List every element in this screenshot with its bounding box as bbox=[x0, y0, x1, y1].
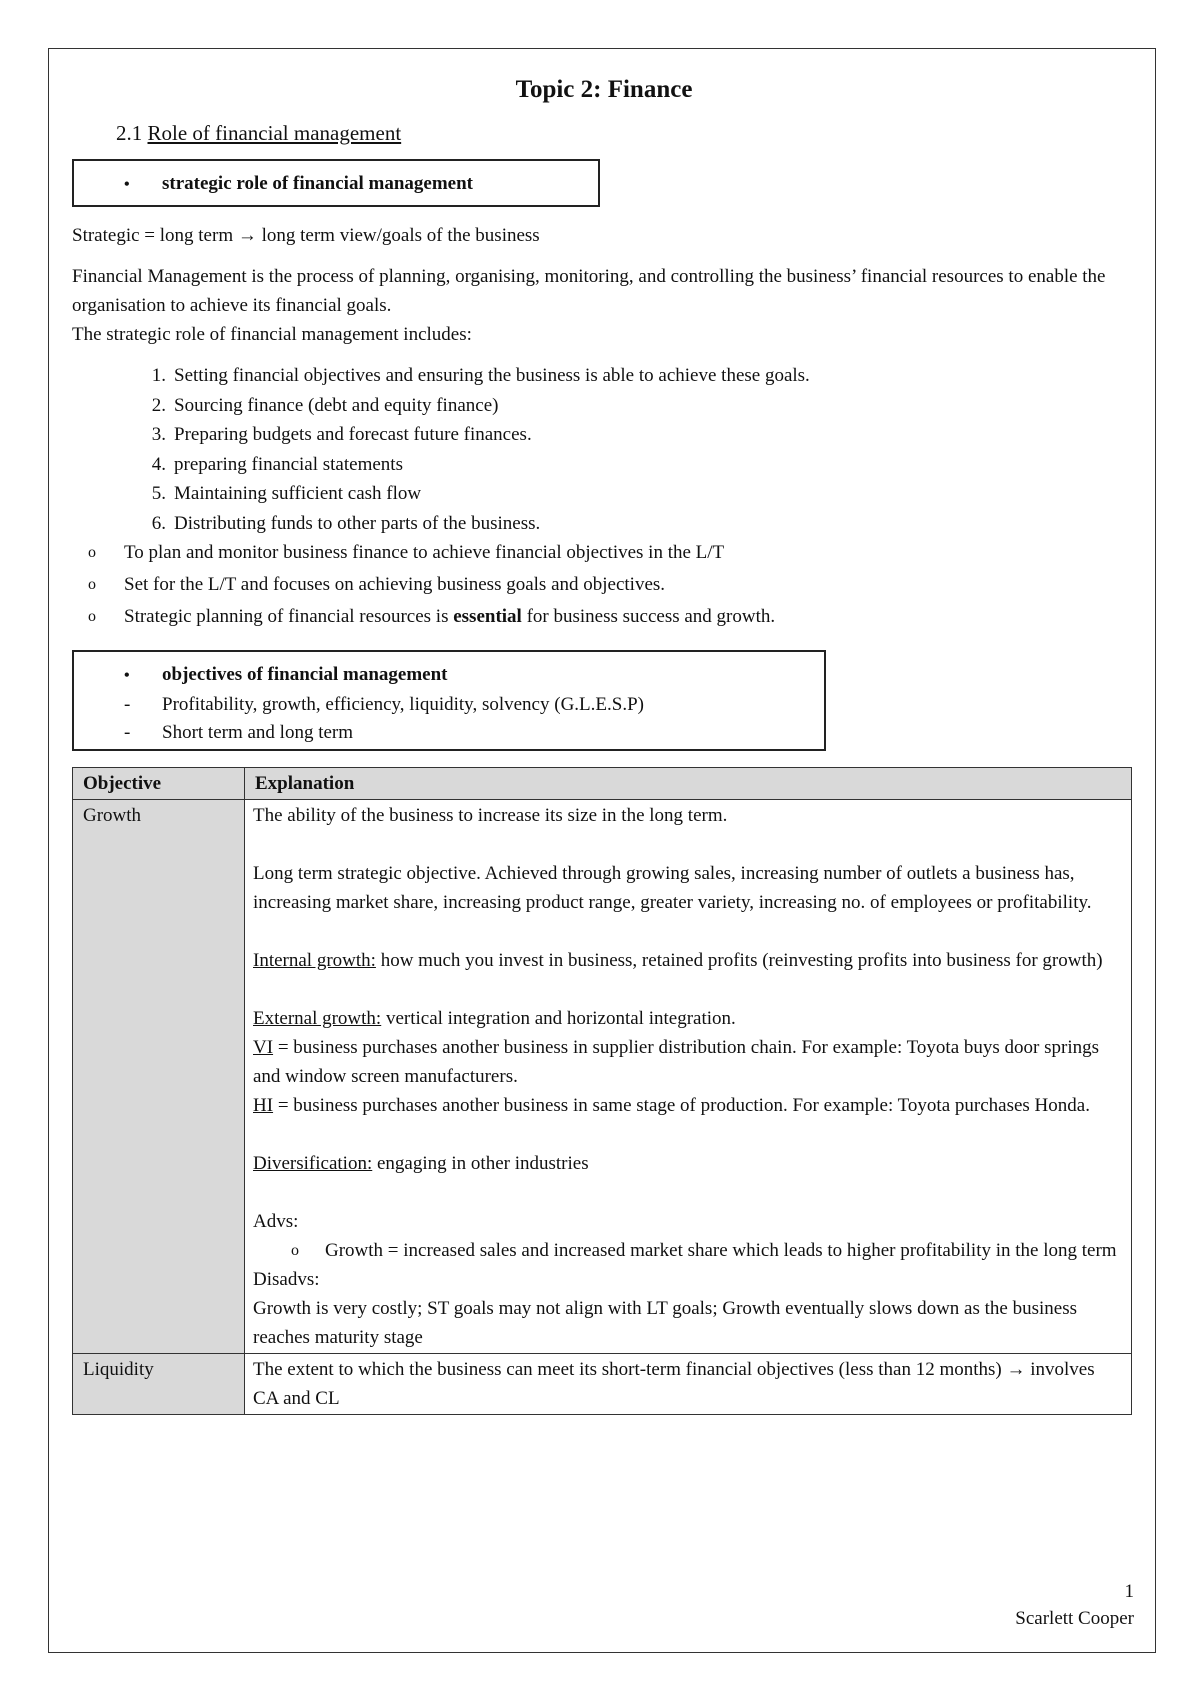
dash-bullet: - bbox=[124, 722, 131, 743]
bullet-icon: • bbox=[124, 667, 130, 684]
author-name: Scarlett Cooper bbox=[1015, 1608, 1134, 1629]
circle-bullet-list bbox=[88, 538, 1136, 634]
arrow-icon: → bbox=[1006, 1359, 1026, 1380]
table-row bbox=[73, 1354, 1132, 1415]
strategic-role-box bbox=[72, 159, 600, 207]
circle-bullet-icon: o bbox=[88, 544, 96, 561]
list-item: 3. Preparing budgets and forecast future finances. bbox=[151, 424, 532, 445]
bullet-icon: • bbox=[124, 176, 130, 193]
page-footer bbox=[1015, 1578, 1134, 1632]
definition-paragraph: Financial Management is the process of planning, organising, monitoring, and controlling the business’ financial resources to enable the organisation to achieve its financial goals. bbox=[72, 266, 1106, 316]
circle-bullet-icon: o bbox=[88, 608, 96, 625]
table-row bbox=[73, 800, 1132, 1354]
dash-bullet: - bbox=[124, 694, 131, 715]
section-number: 2.1 bbox=[116, 121, 143, 145]
list-item: o Set for the L/T and focuses on achieving business goals and objectives. bbox=[88, 570, 1136, 602]
explanation-cell: The ability of the business to increase its size in the long term. Long term strategic objective. Achieved through growing sales, increasing number of outlets a business has, increasing market share, increasing product range, greater variety, increasing no. of employees or profitability. Internal growth: how much you invest in business, retained profits (reinvesting profits into business for growth) External growth: vertical integration and horizontal integration. VI = business purchases another business in supplier distribution chain. For example: Toyota buys door springs and window screen manufacturers. HI = business purchases another business in same stage of production. For example: Toyota purchases Honda. Diversification: engaging in other industries Advs: o Growth = increased sales and increased market share which leads to higher profitability in the long term Disadvs: Growth is very costly; ST goals may not align with LT goals; Growth eventually slows down as the business reaches maturity stage bbox=[245, 800, 1132, 1354]
numbered-list bbox=[140, 361, 1136, 538]
list-item: 6. Distributing funds to other parts of the business. bbox=[151, 512, 541, 534]
list-item: 5. Maintaining sufficient cash flow bbox=[151, 483, 422, 504]
page-number: 1 bbox=[1124, 1581, 1134, 1602]
objectives-label: objectives of financial management bbox=[162, 664, 448, 685]
list-item: o To plan and monitor business finance to achieve financial objectives in the L/T bbox=[88, 538, 1136, 570]
explanation-cell: The extent to which the business can meet its short-term financial objectives (less than 12 months) → involves CA and CL bbox=[245, 1354, 1132, 1415]
strategic-line: Strategic = long term → long term view/goals of the business bbox=[72, 225, 540, 246]
document-body bbox=[72, 70, 1136, 1415]
objective-cell: Growth bbox=[73, 800, 245, 1354]
list-item: 4. preparing financial statements bbox=[151, 453, 403, 475]
objectives-box bbox=[72, 650, 826, 751]
column-header-objective: Objective bbox=[73, 768, 245, 800]
includes-intro: The strategic role of financial management includes: bbox=[72, 324, 472, 345]
section-heading bbox=[116, 116, 1136, 156]
list-item: 2. Sourcing finance (debt and equity finance) bbox=[151, 394, 499, 416]
strategic-role-label: strategic role of financial management bbox=[162, 173, 473, 194]
circle-bullet-icon: o bbox=[291, 1242, 299, 1259]
list-item: 1. Setting financial objectives and ensuring the business is able to achieve these goals. bbox=[151, 365, 810, 386]
list-item: - Short term and long term bbox=[124, 718, 824, 746]
list-item: o Strategic planning of financial resources is essential for business success and growth. bbox=[88, 602, 1136, 634]
column-header-explanation: Explanation bbox=[245, 768, 1132, 800]
objectives-table bbox=[72, 767, 1132, 1415]
list-item: - Profitability, growth, efficiency, liquidity, solvency (G.L.E.S.P) bbox=[124, 690, 824, 718]
circle-bullet-icon: o bbox=[88, 576, 96, 593]
section-title: Role of financial management bbox=[147, 121, 402, 145]
table-header-row bbox=[73, 768, 1132, 800]
objective-cell: Liquidity bbox=[73, 1354, 245, 1415]
page-title: Topic 2: Finance bbox=[515, 76, 693, 103]
